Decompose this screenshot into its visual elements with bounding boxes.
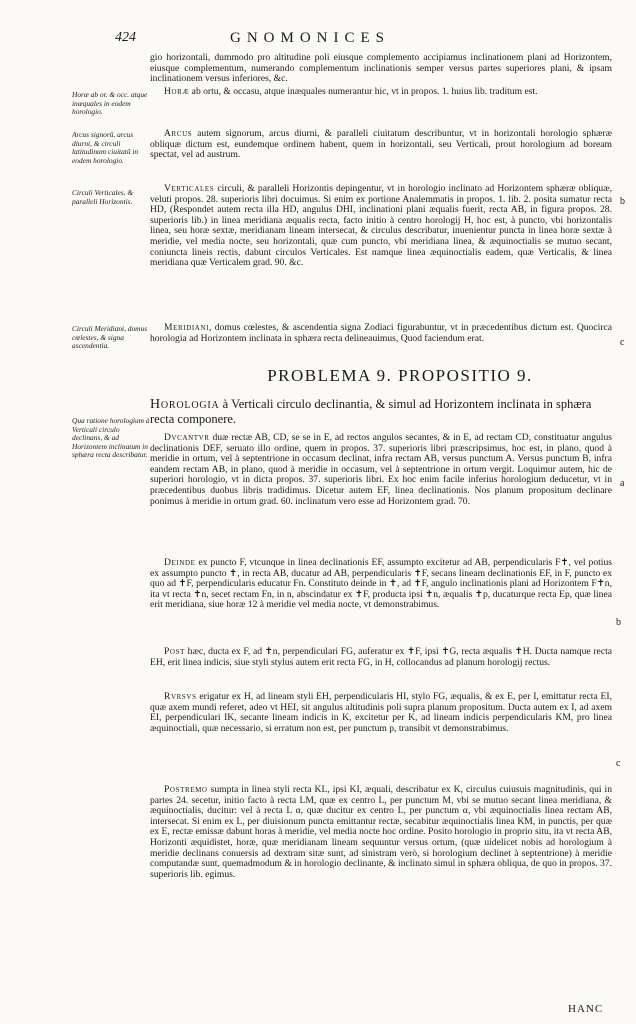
margin-note: Horæ ab or. & occ. atque inæquales in eodem horologio. (72, 90, 148, 117)
figure-letter: a (620, 478, 625, 489)
figure-letter: c (620, 337, 625, 348)
figure-letter: b (620, 196, 625, 207)
paragraph: Arcus autem signorum, arcus diurni, & paralleli ciuitatum describuntur, vt in horizontali horologio sphæræ obliquæ dictum est, eundemque ordinem habent, quem in horizontali, seu Verticali, prout horologium ad boream spectat, vel ad austrum. (150, 128, 612, 161)
margin-note: Qua ratione horologium à Verticali circulo declinans, & ad Horizontem inclinatum in sphæra recta describatur. (72, 416, 150, 460)
paragraph: Meridiani, domus cœlestes, & ascendentia signa Zodiaci figurabuntur, vt in præcedentibus dictum est. Quocirca horologia ad Horizontem inclinata in sphæra recta delineauimus, Quod faciendum erat. (150, 322, 612, 344)
paragraph: Rvrsvs erigatur ex H, ad lineam styli EH, perpendicularis HI, stylo FG, æqualis, & ex E, per I, emittatur recta EI, quæ axem mundi referet, adeo vt HEI, sit angulus altitudinis poli supra planum propositum. Ducta autem ex I, ad axem EI, perpendiculari IK, secante lineam indicis in K, excitetur per K, ad lineam indicis perpendicularis KM, pro linea æquinoctiali, quæ necessario, si erratum non est, per punctum p, transibit vt demonstrabimus. (150, 691, 612, 734)
paragraph: Horæ ab ortu, & occasu, atque inæquales numerantur hic, vt in propos. 1. huius lib. traditum est. (164, 86, 538, 97)
problem-heading: PROBLEMA 9. PROPOSITIO 9. (267, 366, 533, 385)
paragraph: Post hæc, ducta ex F, ad ✝n, perpendiculari FG, auferatur ex ✝F, ipsi ✝G, recta æqualis ✝H. Ducta namque recta EH, erit linea indicis, siue styli stylus autem erit recta FG, in H, collocandus ad planum horologij rectus. (150, 646, 612, 668)
figure-letter: b (616, 617, 621, 628)
catchword: HANC (568, 1003, 604, 1015)
paragraph: Dvcantvr duæ rectæ AB, CD, se se in E, ad rectos angulos secantes, & in E, ad rectam CD, constituatur angulus declinationis DEF, seruato illo ordine, quem in propos. 37. superioris libri præscripsimus, hoc est, in plano, quod à meridie in ortum, vel à septentrione in occasum declinat, infra rectam AB, versus punctum A. Versus punctum B, infra eandem rectam AB, in plano, quod à meridie in occasum, vel à septentrione in ortum vergit. Loquimur autem, hic de superiori horologio, vt in dicta propos. 37. superioris libri. Ex hoc enim facile inferius horologium deducetur, vt in præcedentibus duobus libris tradidimus. Dicetur autem EF, linea declinationis. Nos planum propositum declinare ponimus à meridie in ortum grad. 60. inclinatum vero esse ad Horizontem grad. 70. (150, 432, 612, 507)
margin-note: Circuli Meridiani, domus cœlestes, & signa ascendentia. (72, 324, 148, 351)
margin-note: Arcus signorũ, arcus diurni, & circuli latitudinum ciuitatũ in eodem horologio. (72, 130, 139, 165)
paragraph: Postremo sumpta in linea styli recta KL, ipsi KI, æquali, describatur ex K, circulus cuiusuis magnitudinis, qui in partes 24. secetur, initio facto à recta LM, quæ ex centro L, per punctum M, vbi se mutuo secant linea meridiana, & æquinoctialis, ducitur: vel à recta L α, quæ ducitur ex centro L, per punctum α, vbi æquinoctialis linea rectam AB, intersecat. Si enim ex L, per diuisionum puncta emittantur rectæ, secabitur æquinoctialis linea KM, in punctis, per quæ ex E, rectæ emissæ dabunt horas à meridie, vel media nocte hoc ordine. Posito horologio in proprio situ, ita vt recta AB, Horizonti æquidistet, horæ, quæ meridianam lineam sequuntur versus ortum, (quæ uidelicet nobis ad horologium à meridie declinans conuersis ad dextram sitæ sunt, ad sinistram verò, si horologium declinet à septentrione) à meridie computandæ sunt, quemadmodum & in horologio declinante, & inclinato simul in sphæra obliqua, de quo in propos. 37. superioris lib. egimus. (150, 784, 612, 880)
page-header (115, 30, 560, 50)
paragraph: Deinde ex puncto F, vtcunque in linea declinationis EF, assumpto excitetur ad AB, perpendicularis F✝, vel potius ex assumpto puncto ✝, in recta AB, ducatur ad AB, perpendicularis ✝F, secans lineam declinationis EF, in F, puncto ex quo ad ✝F, perpendicularis educatur Fn. Constituto deinde in ✝, ad ✝F, angulo inclinationis plani ad Horizontem F✝n, ita vt recta ✝n, secet rectam Fn, in n, abscindatur ex ✝F, producta ipsi ✝n, æqualis ✝p, ducaturque recta Ep, quæ linea erit meridiana, siue horæ 12 à meridie vel media nocte, vt demonstrabimus. (150, 557, 612, 611)
margin-note: Circuli Verticales, & paralleli Horizontis. (72, 188, 134, 206)
paragraph: Verticales circuli, & paralleli Horizontis depingentur, vt in horologio inclinato ad Horizontem sphæræ obliquæ, veluti propos. 28. superioris libri docuimus. Si enim ex portione Analemmatis in propos. 1. lib. 2. posita sumatur recta HD, (Respondet autem recta illa HD, angulus DHI, inclinationi plani æqualis fuerit, recta AB, in figura propos. 28. superioris lib.) in linea meridiana æqualis recta, facto initio à centro horologij H, hoc est, à puncto, vbi horizontalis linea, seu horæ sextæ, meridianam lineam intersecat, & circulus describatur, inuenientur puncta in linea horæ sextæ à meridie, vel media nocte, seu horizontali, quæ cum puncto, vbi meridiana linea, & æquinoctialis se mutuo secant, coniuncta lineis rectis, dabunt circulos Verticales. Est namque linea æquinoctialis eadem, quæ Verticalis, & linea meridiana quæ Verticalem grad. 90. &c. (150, 183, 612, 269)
figure-letter: c (616, 758, 621, 769)
problem-statement: Horologia à Verticali circulo declinantia, & simul ad Horizontem inclinata in sphæra recta componere. (150, 397, 592, 426)
page-number: 424 (115, 30, 136, 45)
paragraph: gio horizontali, dummodo pro altitudine poli eiusque complemento accipiamus inclinationem plani ad Horizontem, eiusque complementum, numerando complementum inclinationis semper versus partes superiores plani, & ipsam inclinationem versus inferiores, &c. (150, 52, 612, 85)
running-title: GNOMONICES (230, 30, 391, 46)
